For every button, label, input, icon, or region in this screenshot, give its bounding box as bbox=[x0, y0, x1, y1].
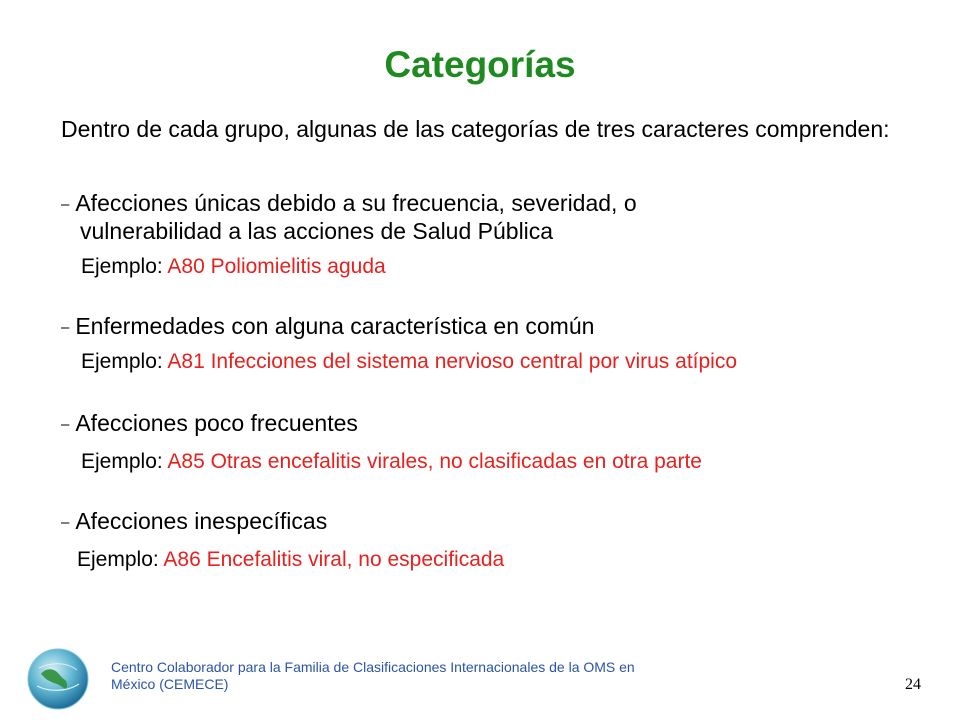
example-label: Ejemplo: bbox=[81, 350, 168, 373]
bullet-item-2 bbox=[61, 313, 941, 341]
example-line-1 bbox=[81, 254, 386, 280]
example-line-4 bbox=[77, 547, 504, 573]
example-label: Ejemplo: bbox=[81, 450, 168, 473]
bullet-item-4 bbox=[61, 508, 941, 536]
bullet-dash: – bbox=[61, 514, 70, 531]
bullet-text: Afecciones inespecíficas bbox=[75, 508, 328, 534]
bullet-text: Afecciones únicas debido a su frecuencia, severidad, o bbox=[75, 190, 637, 216]
bullet-item-3 bbox=[61, 410, 941, 438]
example-label: Ejemplo: bbox=[77, 548, 164, 571]
bullet-dash: – bbox=[61, 196, 70, 213]
example-line-3 bbox=[81, 449, 702, 475]
bullet-text-continuation: vulnerabilidad a las acciones de Salud Pública bbox=[80, 218, 554, 244]
bullet-text: Enfermedades con alguna característica en común bbox=[75, 313, 595, 339]
bullet-item-1 bbox=[61, 190, 941, 245]
bullet-dash: – bbox=[61, 319, 70, 336]
intro-paragraph: Dentro de cada grupo, algunas de las categorías de tres caracteres comprenden: bbox=[61, 116, 890, 142]
example-code: A85 Otras encefalitis virales, no clasificadas en otra parte bbox=[167, 450, 702, 473]
example-code: A86 Encefalitis viral, no especificada bbox=[163, 548, 505, 571]
example-code: A80 Poliomielitis aguda bbox=[167, 255, 386, 278]
footer-organization: Centro Colaborador para la Familia de Clasificaciones Internacionales de la OMS en México (CEMECE) bbox=[111, 659, 635, 692]
slide-title: Categorías bbox=[384, 44, 576, 85]
cemece-globe-logo bbox=[27, 648, 89, 710]
bullet-text: Afecciones poco frecuentes bbox=[75, 410, 358, 436]
example-code: A81 Infecciones del sistema nervioso central por virus atípico bbox=[167, 350, 738, 373]
bullet-dash: – bbox=[61, 416, 70, 433]
example-line-2 bbox=[81, 349, 737, 375]
page-number: 24 bbox=[905, 676, 921, 693]
example-label: Ejemplo: bbox=[81, 255, 168, 278]
